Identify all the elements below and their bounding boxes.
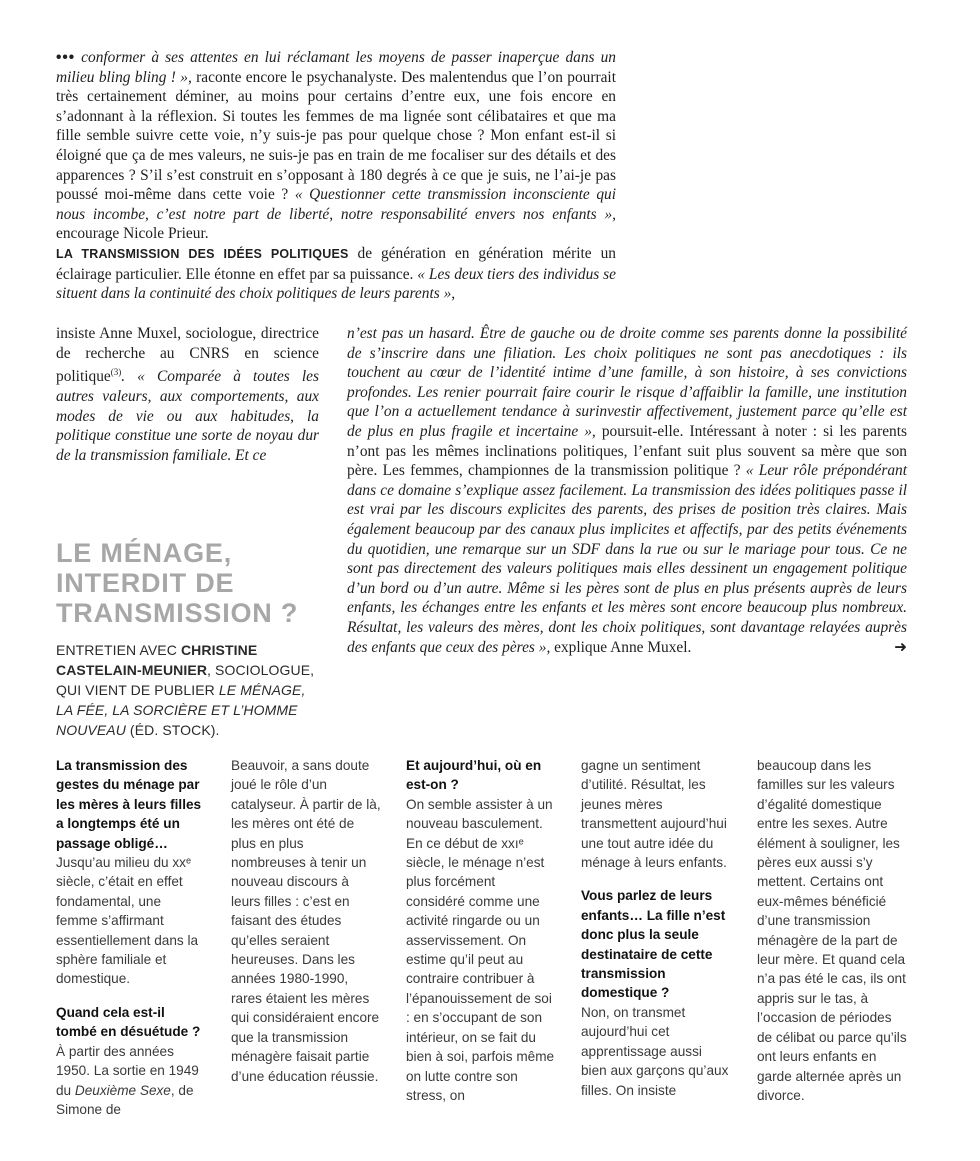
right-text-1: poursuit-elle. Intéressant à noter : si les parents n’ont pas les mêmes inclinations politiques, l’enfant suit plus souvent sa mère que son père. Les femmes, championnes de la transmission politique ? — [347, 422, 907, 480]
lead-text-3: de génération en génération mérite un éclairage particulier. Elle étonne en effet par sa puissance. — [56, 244, 616, 283]
question-3: Et aujourd’hui, où en est-on ? — [406, 758, 542, 793]
continuation-dots: ••• — [56, 49, 76, 66]
answer-2-text: À partir des années 1950. La sortie en 1949 du — [56, 1043, 199, 1098]
right-quote-1: n’est pas un hasard. Être de gauche ou de droite comme ses parents donne la possibilité de s’inscrire dans une filiation. Les choix politiques ne sont pas anecdotiques : ils touchent au cœur de l’identité intime d’une famille, à son histoire, à ses convictions profondes. Les renier pourrait faire courir le risque d’affaiblir la famille, une institution que l’on a actuellement tendance à surinvestir affectivement, justement parce qu’elle est de plus en plus fragile et incertaine », — [347, 325, 907, 440]
question-1: La transmission des gestes du ménage par les mères à leurs filles a longtemps été un passage obligé… — [56, 758, 202, 851]
intro-book: LE MÉNAGE, LA FÉE, LA SORCIÈRE ET L’HOMME NOUVEAU — [56, 682, 306, 738]
sidebar-headline: LE MÉNAGE, INTERDIT DE TRANSMISSION ? — [56, 538, 299, 628]
left-column-text — [56, 324, 319, 465]
footnote-ref: (3) — [110, 367, 122, 378]
answer-1: Jusqu’au milieu du xxᵉ siècle, c’était en effet fondamental, une femme s’affirmant essentiellement dans la sphère familiale et domestique. — [56, 855, 199, 987]
right-quote-2: « Leur rôle prépondérant dans ce domaine s’explique assez facilement. La transmission des idées politiques passe il est vrai par les discours explicites des parents, des prises de position très claires. Mais également beaucoup par des canaux plus implicites et affectifs, par des petits événements du quotidien, une remarque sur un SDF dans la rue ou sur le mariage pour tous. Ce ne sont pas directement des valeurs politiques mais elles dessinent un engagement politique d’un bord ou d’un autre. Même si les pères sont de plus en plus présents auprès de leurs enfants, les échanges entre les enfants et les mères sont encore beaucoup plus nombreux. Résultat, les valeurs des mères, dont les choix politiques, sont davantage relayées auprès des enfants que ceux des pères », — [347, 462, 907, 656]
question-4: Vous parlez de leurs enfants… La fille n’est donc plus la seule destinataire de cette transmission domestique ? — [581, 888, 726, 1001]
book-title: Deuxième Sexe — [74, 1082, 171, 1098]
interview-column-5 — [757, 756, 907, 1105]
intro-suffix: (ÉD. STOCK). — [125, 722, 220, 738]
continue-arrow-icon: ➜ — [894, 637, 907, 656]
interview-column-4 — [581, 756, 731, 1100]
lead-quote-1: conformer à ses attentes en lui réclamant les moyens de passer inaperçue dans un milieu bling bling ! », — [56, 49, 616, 86]
lead-quote-3: « Les deux tiers des individus se situent dans la continuité des choix politiques de leurs parents », — [56, 265, 616, 303]
left-text-1: insiste Anne Muxel, sociologue, directrice de recherche au CNRS en science politique — [56, 325, 319, 386]
left-quote: . « Comparée à toutes les autres valeurs, aux comportements, aux modes de vie ou aux habitudes, la politique constitue une sorte de noyau dur de la transmission familiale. Et ce — [56, 368, 319, 464]
answer-3: On semble assister à un nouveau basculement. En ce début de xxıᵉ siècle, le ménage n’est plus forcément considéré comme une activité ringarde ou un asservissement. On estime qu’il peut au contraire contribuer à l’épanouissement de soi : en s’occupant de son intérieur, on se fait du bien à soi, parfois même on lutte contre son stress, on — [406, 796, 555, 1103]
right-column-text — [347, 324, 907, 657]
interview-intro — [56, 640, 321, 740]
intro-name: CHRISTINE CASTELAIN-MEUNIER — [56, 642, 258, 678]
interview-column-2 — [231, 756, 381, 1086]
right-text-2: explique Anne Muxel. — [550, 638, 692, 656]
answer-4-continued: beaucoup dans les familles sur les valeurs d’égalité domestique entre les sexes. Autre élément à souligner, les pères eux aussi s’y mettent. Certains ont eux-mêmes bénéficié d’une transmission ménagère de la part de leur mère. Et quand cela n’a pas été le cas, ils ont appris sur le tas, à l’occasion de périodes de célibat ou parce qu’ils ont leurs enfants en garde alternée après un divorce. — [757, 758, 907, 1103]
answer-2-continued: Beauvoir, a sans doute joué le rôle d’un catalyseur. À partir de là, les mères ont été de plus en plus nombreuses à tenir un nouveau discours à leurs filles : c’est en faisant des études qu’elles seraient heureuses. Dans les années 1980-1990, rares étaient les mères qui considéraient encore que la transmission ménagère faisait partie d’une éducation réussie. — [231, 758, 381, 1084]
intro-mid: , SOCIOLOGUE, QUI VIENT DE PUBLIER — [56, 662, 315, 698]
answer-3-continued: gagne un sentiment d’utilité. Résultat, les jeunes mères transmettent aujourd’hui une tout autre idée du ménage à leurs enfants. — [581, 758, 727, 871]
lead-text-2: encourage Nicole Prieur. — [56, 225, 209, 243]
interview-column-3 — [406, 756, 556, 1105]
intro-prefix: ENTRETIEN AVEC — [56, 642, 181, 658]
question-2: Quand cela est-il tombé en désuétude ? — [56, 1004, 201, 1040]
lead-paragraph — [56, 48, 616, 304]
section-kicker: LA TRANSMISSION DES IDÉES POLITIQUES — [56, 246, 349, 261]
answer-2 — [56, 1042, 206, 1120]
interview-column-1 — [56, 756, 206, 1119]
lead-quote-2: « Questionner cette transmission inconsciente qui nous incombe, c’est notre part de liberté, notre responsabilité envers nos enfants », — [56, 186, 616, 223]
lead-text-1: raconte encore le psychanalyste. Des malentendus que l’on pourrait très certainement déminer, au moins pour certains d’entre eux, une fois encore en s’adonnant à la réflexion. Si toutes les femmes de ma lignée sont célibataires et que ma fille semble suivre cette voie, n’y suis-je pas pour quelque chose ? Mon enfant est-il si éloigné que ça de mes valeurs, ne suis-je pas en train de me focaliser sur des détails et des apparences ? S’il s’est construit en s’opposant à 180 degrés à ce que je suis, ne l’ai-je pas poussé moi-même dans cette voie ? — [56, 68, 616, 204]
answer-2-tail: , de Simone de — [56, 1082, 194, 1117]
answer-4: Non, on transmet aujourd’hui cet apprentissage aussi bien aux garçons qu’aux filles. On insiste — [581, 1004, 729, 1098]
